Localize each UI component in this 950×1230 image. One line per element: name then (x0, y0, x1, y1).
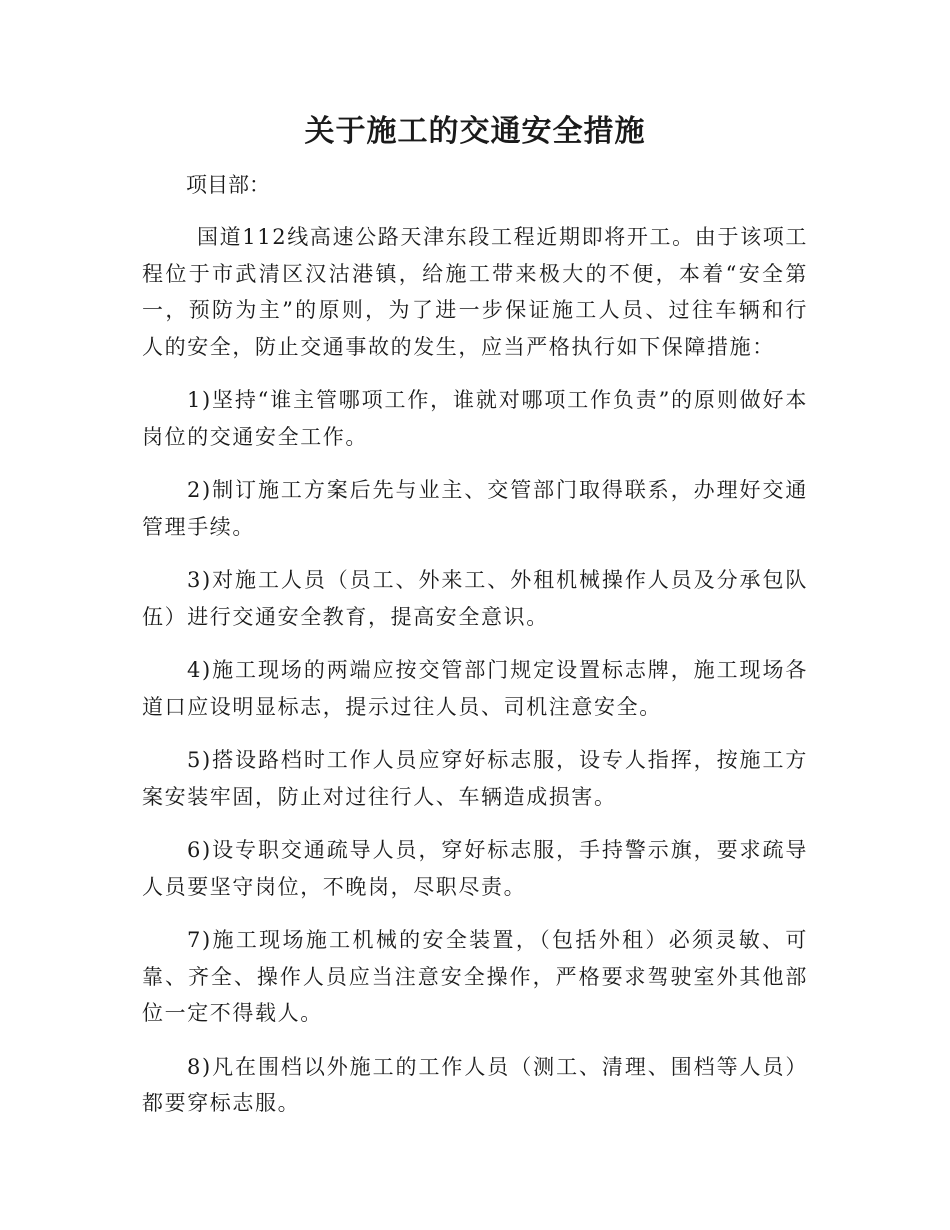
measure-item-8: 8)凡在围档以外施工的工作人员（测工、清理、围档等人员）都要穿标志服。 (142, 1054, 808, 1115)
salutation: 项目部： (186, 173, 270, 197)
measure-item-6: 6)设专职交通疏导人员，穿好标志服，手持警示旗，要求疏导人员要坚守岗位，不晚岗，尽职尽责。 (142, 838, 808, 899)
document-title: 关于施工的交通安全措施 (304, 114, 646, 149)
measure-item-7: 7)施工现场施工机械的安全装置，（包括外租）必须灵敏、可靠、齐全、操作人员应当注意安全操作，严格要求驾驶室外其他部位一定不得载人。 (142, 928, 808, 1025)
measure-item-5: 5)搭设路档时工作人员应穿好标志服，设专人指挥，按施工方案安装牢固，防止对过往行人、车辆造成损害。 (142, 748, 808, 809)
measure-item-4: 4)施工现场的两端应按交管部门规定设置标志牌，施工现场各道口应设明显标志，提示过往人员、司机注意安全。 (142, 658, 808, 719)
document-body (142, 219, 808, 1139)
measure-item-2: 2)制订施工方案后先与业主、交管部门取得联系，办理好交通管理手续。 (142, 478, 808, 539)
intro-paragraph: 国道112线高速公路天津东段工程近期即将开工。由于该项工程位于市武清区汉沽港镇，给施工带来极大的不便，本着“安全第一，预防为主”的原则，为了进一步保证施工人员、过往车辆和行人的安全，防止交通事故的发生，应当严格执行如下保障措施： (142, 225, 808, 359)
measure-item-3: 3)对施工人员（员工、外来工、外租机械操作人员及分承包队伍）进行交通安全教育，提高安全意识。 (142, 568, 808, 629)
measure-item-1: 1)坚持“谁主管哪项工作，谁就对哪项工作负责”的原则做好本岗位的交通安全工作。 (142, 388, 808, 449)
